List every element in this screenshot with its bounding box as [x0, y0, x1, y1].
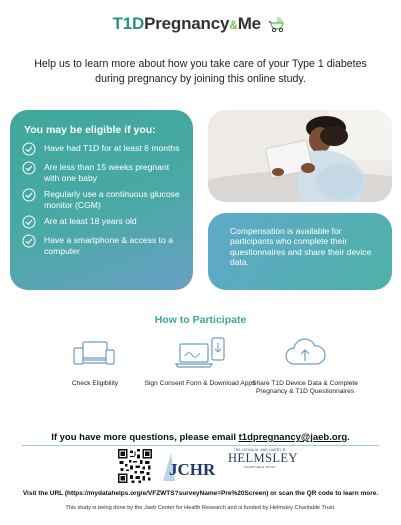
eligibility-item-text: Are less than 15 weeks pregnant with one baby — [44, 162, 170, 183]
contact-text: If you have more questions, please email — [51, 432, 239, 443]
pregnant-woman-photo — [208, 110, 392, 202]
eligibility-item — [22, 189, 183, 210]
footer-text: This study is being done by the Jaeb Center for Health Research and is funded by Helmsley Charitable Trust. — [65, 505, 336, 511]
jchr-logo — [163, 451, 218, 481]
eligibility-item — [22, 143, 183, 156]
step-check-eligibility — [35, 336, 155, 388]
eligibility-item — [22, 235, 183, 256]
cloud-upload-icon — [280, 336, 330, 372]
logo-pregnancy: Pregnancy — [144, 14, 230, 33]
step-share-data — [245, 336, 365, 396]
eligibility-item-text: Have a smartphone & access to a computer — [44, 235, 173, 256]
helmsley-sub: CHARITABLE TRUST — [243, 465, 277, 469]
step-sign-consent — [140, 336, 260, 388]
logo-me: Me — [237, 14, 261, 33]
logo-ampersand: & — [229, 18, 238, 32]
qr-code[interactable] — [118, 449, 152, 483]
contact-email-link[interactable]: t1dpregnancy@jaeb.org — [238, 432, 348, 443]
eligibility-panel — [10, 110, 193, 290]
contact-end: . — [347, 432, 350, 443]
jchr-text: JCHR — [169, 460, 216, 479]
helmsley-top: THE LEONA M. AND HARRY B. — [233, 448, 287, 452]
check-circle-icon — [22, 161, 36, 175]
check-circle-icon — [22, 142, 36, 156]
helmsley-logo — [228, 448, 298, 484]
contact-line — [0, 432, 401, 443]
devices-icon — [70, 336, 120, 372]
check-circle-icon — [22, 215, 36, 229]
check-circle-icon — [22, 234, 36, 248]
divider — [22, 445, 379, 446]
helmsley-name: HELMSLEY — [228, 451, 298, 465]
visit-url-text: Visit the URL (https://mydatahelps.org/e/VFZWTS?surveyName=Pre%20Screen) or scan the QR code to learn more. — [22, 490, 379, 497]
stroller-icon — [268, 16, 288, 32]
check-circle-icon — [22, 188, 36, 202]
eligibility-item-text: Have had T1D for at least 6 months — [44, 143, 180, 153]
compensation-panel — [208, 213, 392, 290]
step-label: Share T1D Device Data & Complete Pregnancy & T1D Questionnaires — [252, 380, 358, 396]
eligibility-title: You may be eligible if you: — [24, 124, 156, 136]
eligibility-item-text: Regularly use a continuous glucose monitor (CGM) — [44, 189, 180, 210]
logo-t1d: T1D — [112, 14, 145, 33]
how-to-title: How to Participate — [154, 314, 247, 326]
photo-illustration — [208, 110, 392, 202]
step-label: Check Eligibility — [71, 380, 119, 387]
eligibility-item — [22, 216, 183, 229]
step-label: Sign Consent Form & Download Apps — [144, 380, 256, 387]
compensation-text: Compensation is available for participants who complete their questionnaires and share their device data. — [230, 226, 372, 268]
eligibility-item-text: Are at least 18 years old — [44, 216, 137, 226]
eligibility-item — [22, 162, 183, 183]
sign-consent-icon — [172, 336, 228, 372]
brand-logo — [0, 14, 401, 44]
headline: Help us to learn more about how you take care of your Type 1 diabetes during pregnancy by joining this online study. — [34, 58, 367, 85]
